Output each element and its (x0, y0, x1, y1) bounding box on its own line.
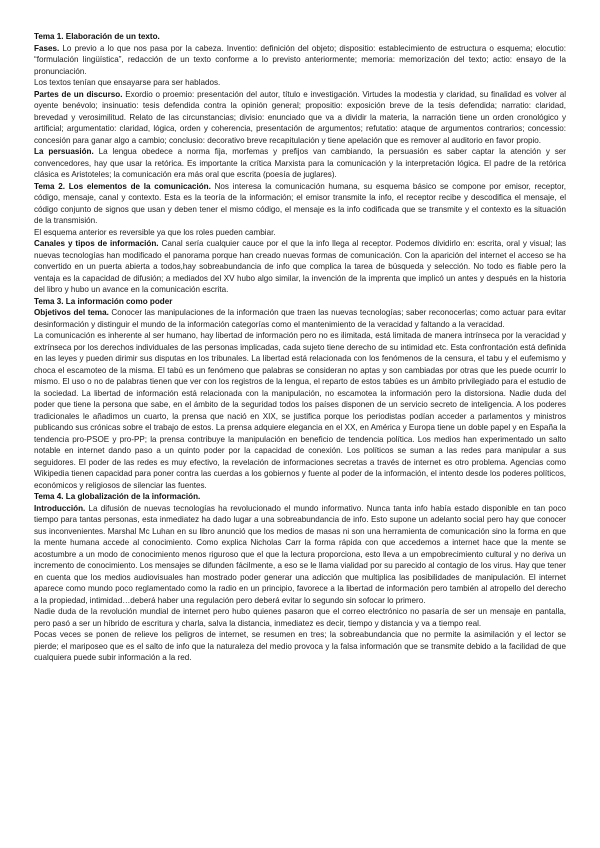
body-text: Exordio o proemio: presentación del autor, título e investigación. Virtudes la modestia y claridad, su finalidad es volver al oyente benévolo; insinuatio: tesis defendida contra la opinión general; propositio: exposición breve de la tesis defendida; narratio: claridad, brevedad y verosimilitud. Relato de las circunstancias; divisio: enunciado que va a dividir la materia, la narración tiene un orden cronológico y artificial; argumentatio: claridad, lógica, orden y coherencia, presentación de argumentos; refutatio: ataque de argumentos contrarios; concessio: concesión para ganar algo a cambio; conclusio: decorativo breve recapitulación y tiene apelación que es remover al auditorio en favor propio. (34, 89, 567, 145)
heading: Fases. (34, 43, 60, 53)
body-text: Pocas veces se ponen de relieve los peligros de internet, se resumen en tres; la sobreabundancia que no permite la asimilación y el lector se pierde; el mariposeo que es el salto de info que la naturaleza del medio provoca y la falsa información que se transmite debido a la facilidad de que cualquiera puede subir información a la red. (34, 630, 566, 662)
body-text: El esquema anterior es reversible ya que los roles pueden cambiar. (34, 227, 276, 237)
heading: Objetivos del tema. (34, 308, 109, 317)
heading: Introducción. (34, 503, 86, 513)
heading: Tema 4. La globalización de la información. (34, 492, 201, 501)
heading: Tema 3. La información como poder (34, 296, 173, 306)
heading: Tema 2. Los elementos de la comunicación. (34, 181, 211, 191)
paragraph-introduccion (34, 503, 566, 607)
paragraph-revolucion (34, 606, 566, 629)
body-text: Lo previo a lo que nos pasa por la cabeza. Inventio: definición del objeto; dispositio: establecimiento de estructura o esquema; elocutio: “formulación lingüística”, redacción de un texto conforme a lo previsto anteriormente; memoria: memorización del texto; actio: ensayo de la pronunciación. (34, 43, 566, 76)
paragraph-canales (34, 238, 566, 296)
heading: La persuasión. (34, 147, 94, 156)
body-text: Canal sería cualquier cauce por el que la info llega al receptor. Podemos dividirlo en: escrita, oral y visual; las nuevas tecnologías han modificado el panorama porque han creado nuevas formas de comunicación. Con la aparición del internet el acceso se ha convertido en un puerta abierta a todos,hay sobreabundancia de info que complica la tarea de búsqueda y selección. No todo es fiable pero la ventaja es la capacidad de difusión; a mediados del XV hubo algo similar, la invención de la imprenta que implicó un antes y después en la historia del libro y hubo un avance en la comunicación escrita. (34, 239, 566, 294)
body-text: La difusión de nuevas tecnologías ha revolucionado el mundo informativo. Nunca tanta info había estado disponible en tan poco tiempo para tantas personas, esta inmediatez ha dado lugar a una sobreabundancia de info. Esto supone un adelanto social pero hay que conocer sus inconvenientes. Marshal Mc Luhan en su libro anunció que los medios de masas ni son una herramienta de comunicación sino la forma en que la mente humana accede al conocimiento. Como explica Nicholas Carr la forma rápida con que accedemos a internet hace que la mente se acostumbre a un modo de conocimiento menos riguroso que el que la lectura proporciona, esto lleva a un empobrecimiento cultural y no deriva un incremento de conocimiento. Los mensajes se difunden fácilmente, a eso se le llama vialidad por su parecido al contagio de los virus. Hay que tener en cuenta que los medios audiovisuales han mostrado poder generar una adicción que multiplica las posibilidades de manipulación. El internet aparece como mundo poco reglamentado como la radio en un principio, favorece a la libertad de información pero también al atropello del derecho a la propiedad, intimidad…deberá haber una regulación pero deberá evitar lo segundo sin sofocar lo primero. (34, 503, 566, 605)
title-tema-1 (34, 31, 566, 43)
heading: Tema 1. Elaboración de un texto. (34, 32, 160, 41)
body-text: Nadie duda de la revolución mundial de internet pero hubo quienes pasaron que el correo electrónico no pasaría de ser un mensaje en pantalla, pero pasó a ser un híbrido de escritura y charla, salva la distancia, inmediatez es decir, tiempo y distancia y va a tiempo real. (34, 607, 566, 628)
title-tema-4 (34, 491, 566, 503)
paragraph-persuasion (34, 146, 566, 181)
paragraph-partes-discurso (34, 89, 566, 147)
paragraph-peligros (34, 629, 566, 664)
body-text: La comunicación es inherente al ser humano, hay libertad de información pero no es ilimitada, está limitada de manera intrínseca por la veracidad y extrínseca por los derechos individuales de las personas implicadas, cada sujeto tiene derecho de su intimidad etc. Esta confrontación está definida en las leyes y pueden dirimir sus disputas en los tribunales. La libertad está relacionada con los fenómenos de la censura, el tabu y el eufemismo y choca el escamoteo de la misma. El tabú es un fenómeno que palabras se consideran no aptas y son cambiadas por otras que les puede ocurrir lo mismo. El uso o no de palabras tienen que ver con los registros de la lengua, el reparto de estos tabúes es un ámbito privilegiado para el estudio de la sociedad. La libertad de información está relacionada con la manipulación, no escamotea la información pero la distorsiona. Nadie duda del poder que tiene la persona que sabe, en el ámbito de la seguridad todos los países disponen de un servicio secreto de inteligencia. A los poderes tradicionales le añadimos un cuarto, la prensa que nació en XIX, se justifica porque los periodistas podían acceder a parlamentos y ministros publicando sus crónicas sobre el trabajo de estos. La prensa adquiere elegancia en el XX, en América y Europa tiene un doble papel y en España la tendencia pro-PSOE y pro-PP; la prensa contribuye la manipulación en beneficio de tendencia política. Los medios han experimentado un salto notable en internet dando paso a un quinto poder por la capacidad de conexión. Los políticos se suman a las redes para manipular a sus seguidores. El poder de las redes es muy efectivo, la revelación de informaciones secretas a través de internet es otro problema. Agencias como Wikipedia tienen capacidad para poner contra las cuerdas a los gobiernos y fuente al poder de la información, el intento desde los poderes políticos, económicos y religiosos de silenciar las fuentes. (34, 331, 566, 490)
paragraph-objetivos (34, 307, 566, 330)
body-text: Los textos tenían que ensayarse para ser hablados. (34, 78, 221, 87)
paragraph-ensayo (34, 77, 566, 89)
paragraph-esquema (34, 227, 566, 239)
body-text: La lengua obedece a norma fija, morfemas y prefijos van cambiando, la persuasión es saber captar la atención y ser convencedores, hay que usar la retórica. Es importante la crítica Marxista para la comunicación y la interpretación lógica. El padre de la retórica clásica es Aristoteles; la comunicación era más oral que escrita (poesía de juglares). (34, 147, 566, 179)
heading: Canales y tipos de información. (34, 239, 159, 248)
paragraph-fases (34, 43, 566, 78)
paragraph-tema-2 (34, 181, 566, 227)
title-tema-3 (34, 296, 566, 308)
body-text: Conocer las manipulaciones de la información que traen las nuevas tecnologías; saber reconocerlas; como actuar para evitar desinformación y distinguir el mundo de la información categorías como el mantenimiento de la veracidad y faltando a la veracidad. (34, 308, 566, 329)
heading: Partes de un discurso. (34, 89, 123, 99)
body-text: Nos interesa la comunicación humana, su esquema básico se compone por emisor, receptor, código, mensaje, canal y contexto. Esta es la teoría de la información; el emisor transmite la info, el receptor recibe y descodifica el mensaje, el código conjunto de signos que usan y deben tener el mismo código, el mensaje es la info codificada que se transmite y el contexto es la situación de la transmisión. (34, 181, 566, 225)
paragraph-comunicacion-poder (34, 330, 566, 491)
